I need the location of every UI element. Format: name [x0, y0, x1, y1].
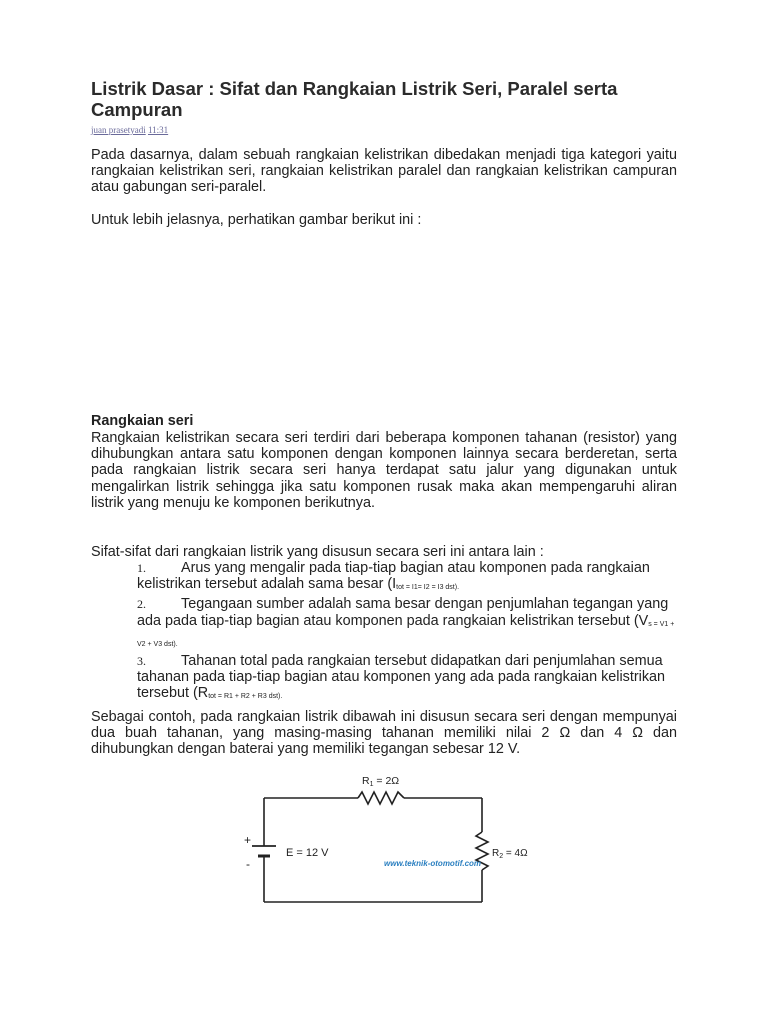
- minus-sign: -: [246, 857, 250, 871]
- list-number: 1.: [137, 561, 146, 575]
- formula-text: s = V1 + V2 + V3 dst).: [137, 620, 675, 648]
- source-label: E = 12 V: [286, 847, 329, 859]
- formula-text: tot = R1 + R2 + R3 dst).: [208, 693, 283, 701]
- post-meta: [91, 125, 168, 135]
- properties-intro: Sifat-sifat dari rangkaian listrik yang disusun secara seri ini antara lain :: [91, 544, 544, 560]
- list-item: [137, 560, 677, 596]
- list-item: [137, 596, 677, 653]
- resistor-r1-icon: [358, 792, 404, 804]
- formula-text: tot = I1= I2 = I3 dst).: [396, 584, 460, 592]
- page-title: Listrik Dasar : Sifat dan Rangkaian Listrik Seri, Paralel serta Campuran: [91, 78, 618, 120]
- watermark-text: www.teknik-otomotif.com: [384, 859, 482, 868]
- r1-label: R1 = 2Ω: [362, 775, 400, 788]
- r2-label: $R_2 = 4\Omega$: [492, 848, 528, 860]
- list-text: Tegangaan sumber adalah sama besar dengan penjumlahan tegangan yang ada pada tiap-tiap bagian atau komponen pada rangkaian kelistrikan tersebut (V: [137, 596, 669, 629]
- section-heading: Rangkaian seri: [91, 413, 194, 429]
- list-number: 3.: [137, 654, 146, 669]
- series-description: Rangkaian kelistrikan secara seri terdiri dari beberapa komponen tahanan (resistor) yang dihubungkan antara satu komponen dengan komponen lainnya secara berderetan, serta pada rangkaian listrik secara seri hanya terdapat satu jalur yang digunakan untuk mengalirkan listrik sehingga jika satu komponen rusak maka akan mempengaruhi aliran listrik yang menuju ke komponen berikutnya.: [91, 430, 677, 511]
- properties-list: [137, 560, 677, 706]
- list-item: [137, 653, 677, 706]
- figure-intro-text: Untuk lebih jelasnya, perhatikan gambar berikut ini :: [91, 212, 422, 228]
- author-link[interactable]: juan prasetyadi: [91, 125, 146, 135]
- example-paragraph: Sebagai contoh, pada rangkaian listrik dibawah ini disusun secara seri dengan mempunyai dua buah tahanan, yang masing-masing tahanan memiliki nilai 2 Ω dan 4 Ω dan dihubungkan dengan baterai yang memiliki tegangan sebesar 12 V.: [91, 709, 677, 758]
- intro-paragraph: Pada dasarnya, dalam sebuah rangkaian kelistrikan dibedakan menjadi tiga kategori yaitu rangkaian kelistrikan seri, rangkaian kelistrikan paralel dan rangkaian kelistrikan campuran atau gabungan seri-paralel.: [91, 147, 677, 196]
- series-circuit-diagram: [230, 770, 550, 910]
- battery-icon: [252, 846, 276, 856]
- list-number: 2.: [137, 597, 146, 612]
- list-text: Arus yang mengalir pada tiap-tiap bagian atau komponen pada rangkaian kelistrikan tersebut adalah sama besar (I: [137, 560, 650, 593]
- list-text: Tahanan total pada rangkaian tersebut didapatkan dari penjumlahan semua tahanan pada tiap-tiap bagian atau komponen yang ada pada rangkaian kelistrikan tersebut (R: [137, 653, 666, 702]
- timestamp-link[interactable]: 11:31: [147, 125, 169, 135]
- plus-sign: +: [244, 833, 252, 847]
